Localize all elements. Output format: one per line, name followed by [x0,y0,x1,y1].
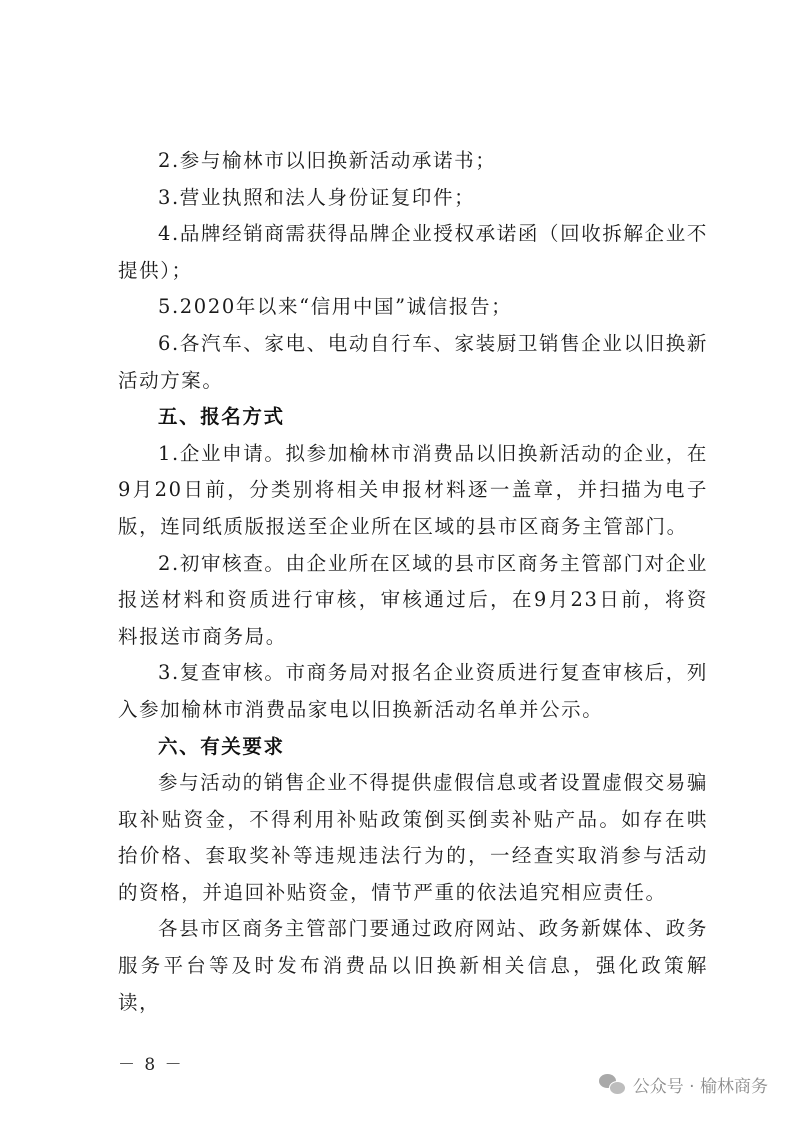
list-item-brand-authorization: 4.品牌经销商需获得品牌企业授权承诺函（回收拆解企业不提供）； [118,222,708,282]
paragraph-recheck-review: 3.复查审核。市商务局对报名企业资质进行复查审核后，列入参加榆林市消费品家电以旧换新活动名单并公示。 [118,661,708,721]
list-item-activity-plan: 6.各汽车、家电、电动自行车、家装厨卫销售企业以旧换新活动方案。 [118,331,708,392]
wechat-icon [599,1074,625,1096]
paragraph-preliminary-review: 2.初审核查。由企业所在区域的县市区商务主管部门对企业报送材料和资质进行审核，审核通过后，在9月23日前，将资料报送市商务局。 [118,551,708,648]
list-item-credit-report: 5.2020年以来“信用中国”诚信报告； [158,295,513,319]
page-number: － 8 － [118,1055,184,1075]
paragraph-requirements-1: 参与活动的销售企业不得提供虚假信息或者设置虚假交易骗取补贴资金，不得利用补贴政策倒买倒卖补贴产品。如存在哄抬价格、套取奖补等违规违法行为的，一经查实取消参与活动的资格，并追回补贴资金，情节严重的依法追究相应责任。 [118,771,708,904]
list-item-commitment-letter: 2.参与榆林市以旧换新活动承诺书； [158,149,497,172]
paragraph-enterprise-application: 1.企业申请。拟参加榆林市消费品以旧换新活动的企业，在9月20日前，分类别将相关申报材料逐一盖章，并扫描为电子版，连同纸质版报送至企业所在区域的县市区商务主管部门。 [118,441,708,538]
section-heading-requirements: 六、有关要求 [158,734,285,758]
wechat-watermark [599,1072,768,1097]
watermark-text: 公众号 · 榆林商务 [632,1077,768,1097]
paragraph-requirements-2: 各县市区商务主管部门要通过政府网站、政务新媒体、政务服务平台等及时发布消费品以旧换新相关信息，强化政策解读， [118,917,708,1014]
document-body [118,143,708,1021]
section-heading-registration: 五、报名方式 [158,405,285,429]
list-item-business-license: 3.营业执照和法人身份证复印件； [158,185,476,209]
